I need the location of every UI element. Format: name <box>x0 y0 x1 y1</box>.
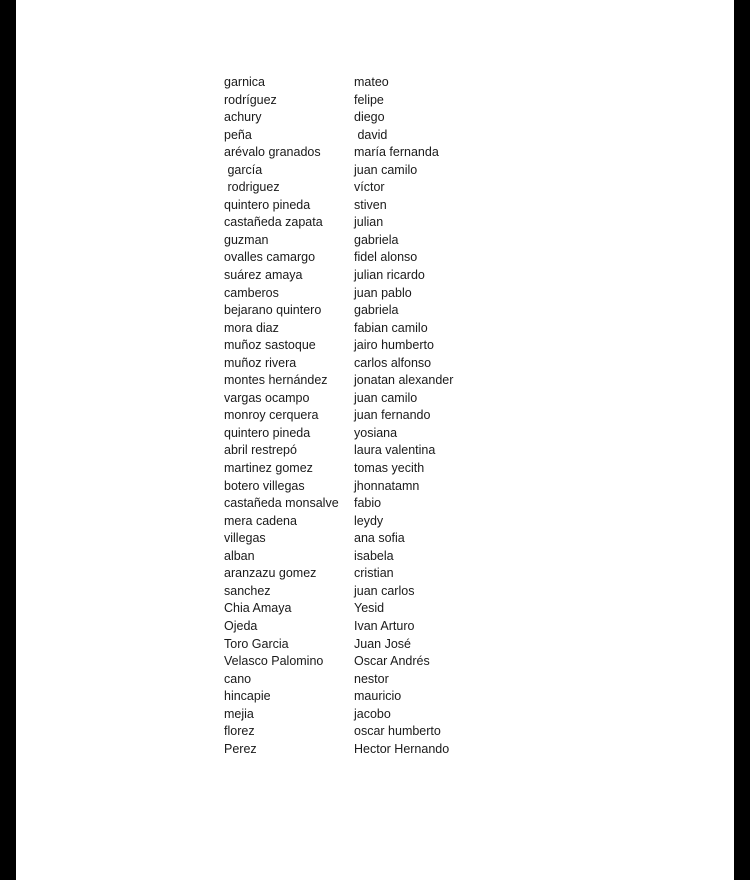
table-row <box>224 495 494 513</box>
surname-cell: rodriguez <box>224 180 280 195</box>
surname-cell: aranzazu gomez <box>224 566 317 581</box>
given-name-cell: gabriela <box>354 232 399 247</box>
table-row <box>224 671 494 689</box>
given-name-cell: Hector Hernando <box>354 741 450 756</box>
surname-cell: abril restrepó <box>224 443 297 458</box>
table-row <box>224 565 494 583</box>
table-row <box>224 618 494 636</box>
given-name-cell: Juan José <box>354 636 411 651</box>
given-name-cell: juan camilo <box>354 390 418 405</box>
given-name-cell: Yesid <box>354 601 385 616</box>
surname-cell: camberos <box>224 285 279 300</box>
surname-cell: Velasco Palomino <box>224 654 324 669</box>
table-row <box>224 513 494 531</box>
surname-cell: arévalo granados <box>224 145 321 160</box>
table-row <box>224 197 494 215</box>
table-row <box>224 249 494 267</box>
surname-cell: quintero pineda <box>224 197 311 212</box>
surname-cell: Perez <box>224 741 257 756</box>
surname-cell: muñoz sastoque <box>224 338 316 353</box>
given-name-cell: jairo humberto <box>354 338 434 353</box>
given-name-cell: julian ricardo <box>354 268 425 283</box>
given-name-cell: Ivan Arturo <box>354 618 415 633</box>
given-name-cell: jacobo <box>354 706 391 721</box>
surname-cell: peña <box>224 127 252 142</box>
surname-cell: garcía <box>224 162 263 177</box>
given-name-cell: ana sofia <box>354 531 405 546</box>
surname-cell: guzman <box>224 232 269 247</box>
document-page <box>16 0 734 880</box>
given-name-cell: felipe <box>354 92 384 107</box>
table-row <box>224 144 494 162</box>
table-row <box>224 706 494 724</box>
given-name-cell: diego <box>354 110 385 125</box>
table-row <box>224 285 494 303</box>
given-name-cell: stiven <box>354 197 387 212</box>
given-name-cell: juan carlos <box>354 583 415 598</box>
surname-cell: alban <box>224 548 255 563</box>
table-row <box>224 267 494 285</box>
given-name-cell: gabriela <box>354 303 399 318</box>
given-name-cell: isabela <box>354 548 394 563</box>
surname-cell: sanchez <box>224 583 271 598</box>
given-name-cell: nestor <box>354 671 389 686</box>
table-row <box>224 460 494 478</box>
surname-cell: achury <box>224 110 262 125</box>
table-row <box>224 548 494 566</box>
given-name-cell: juan camilo <box>354 162 418 177</box>
given-name-cell: leydy <box>354 513 384 528</box>
given-name-cell: carlos alfonso <box>354 355 432 370</box>
given-name-cell: cristian <box>354 566 394 581</box>
table-row <box>224 688 494 706</box>
given-name-cell: laura valentina <box>354 443 436 458</box>
table-row <box>224 372 494 390</box>
surname-cell: rodríguez <box>224 92 277 107</box>
table-row <box>224 653 494 671</box>
surname-cell: castañeda zapata <box>224 215 323 230</box>
surname-cell: castañeda monsalve <box>224 496 339 511</box>
table-row <box>224 390 494 408</box>
table-row <box>224 636 494 654</box>
surname-cell: monroy cerquera <box>224 408 319 423</box>
table-row <box>224 320 494 338</box>
surname-cell: botero villegas <box>224 478 305 493</box>
given-name-cell: maría fernanda <box>354 145 439 160</box>
table-row <box>224 232 494 250</box>
given-name-cell: Oscar Andrés <box>354 654 430 669</box>
given-name-cell: oscar humberto <box>354 724 441 739</box>
surname-cell: mera cadena <box>224 513 297 528</box>
surname-cell: Chia Amaya <box>224 601 292 616</box>
table-row <box>224 478 494 496</box>
names-table <box>224 74 494 758</box>
table-row <box>224 74 494 92</box>
given-name-cell: juan pablo <box>354 285 412 300</box>
table-row <box>224 530 494 548</box>
surname-cell: hincapie <box>224 689 271 704</box>
surname-cell: suárez amaya <box>224 268 303 283</box>
surname-cell: ovalles camargo <box>224 250 316 265</box>
given-name-cell: fidel alonso <box>354 250 418 265</box>
given-name-cell: mauricio <box>354 689 402 704</box>
surname-cell: mora diaz <box>224 320 279 335</box>
table-row <box>224 442 494 460</box>
given-name-cell: fabio <box>354 496 382 511</box>
given-name-cell: david <box>354 127 388 142</box>
surname-cell: montes hernández <box>224 373 328 388</box>
surname-cell: mejia <box>224 706 254 721</box>
surname-cell: Ojeda <box>224 618 258 633</box>
names-table-body <box>224 74 494 758</box>
table-row <box>224 355 494 373</box>
table-row <box>224 583 494 601</box>
given-name-cell: yosiana <box>354 425 398 440</box>
given-name-cell: juan fernando <box>354 408 431 423</box>
surname-cell: muñoz rivera <box>224 355 297 370</box>
surname-cell: vargas ocampo <box>224 390 310 405</box>
given-name-cell: julian <box>354 215 384 230</box>
table-row <box>224 407 494 425</box>
table-row <box>224 723 494 741</box>
surname-cell: quintero pineda <box>224 425 311 440</box>
table-row <box>224 302 494 320</box>
surname-cell: cano <box>224 671 252 686</box>
surname-cell: garnica <box>224 75 265 89</box>
surname-cell: Toro Garcia <box>224 636 289 651</box>
table-row <box>224 92 494 110</box>
table-row <box>224 214 494 232</box>
surname-cell: villegas <box>224 531 266 546</box>
table-row <box>224 162 494 180</box>
given-name-cell: mateo <box>354 75 389 89</box>
surname-cell: bejarano quintero <box>224 303 322 318</box>
table-row <box>224 600 494 618</box>
surname-cell: martinez gomez <box>224 461 313 476</box>
table-row <box>224 179 494 197</box>
given-name-cell: jhonnatamn <box>354 478 420 493</box>
given-name-cell: tomas yecith <box>354 461 425 476</box>
table-row <box>224 127 494 145</box>
given-name-cell: víctor <box>354 180 385 195</box>
surname-cell: florez <box>224 724 255 739</box>
given-name-cell: jonatan alexander <box>354 373 454 388</box>
given-name-cell: fabian camilo <box>354 320 428 335</box>
table-row <box>224 741 494 759</box>
table-row <box>224 337 494 355</box>
table-row <box>224 425 494 443</box>
table-row <box>224 109 494 127</box>
